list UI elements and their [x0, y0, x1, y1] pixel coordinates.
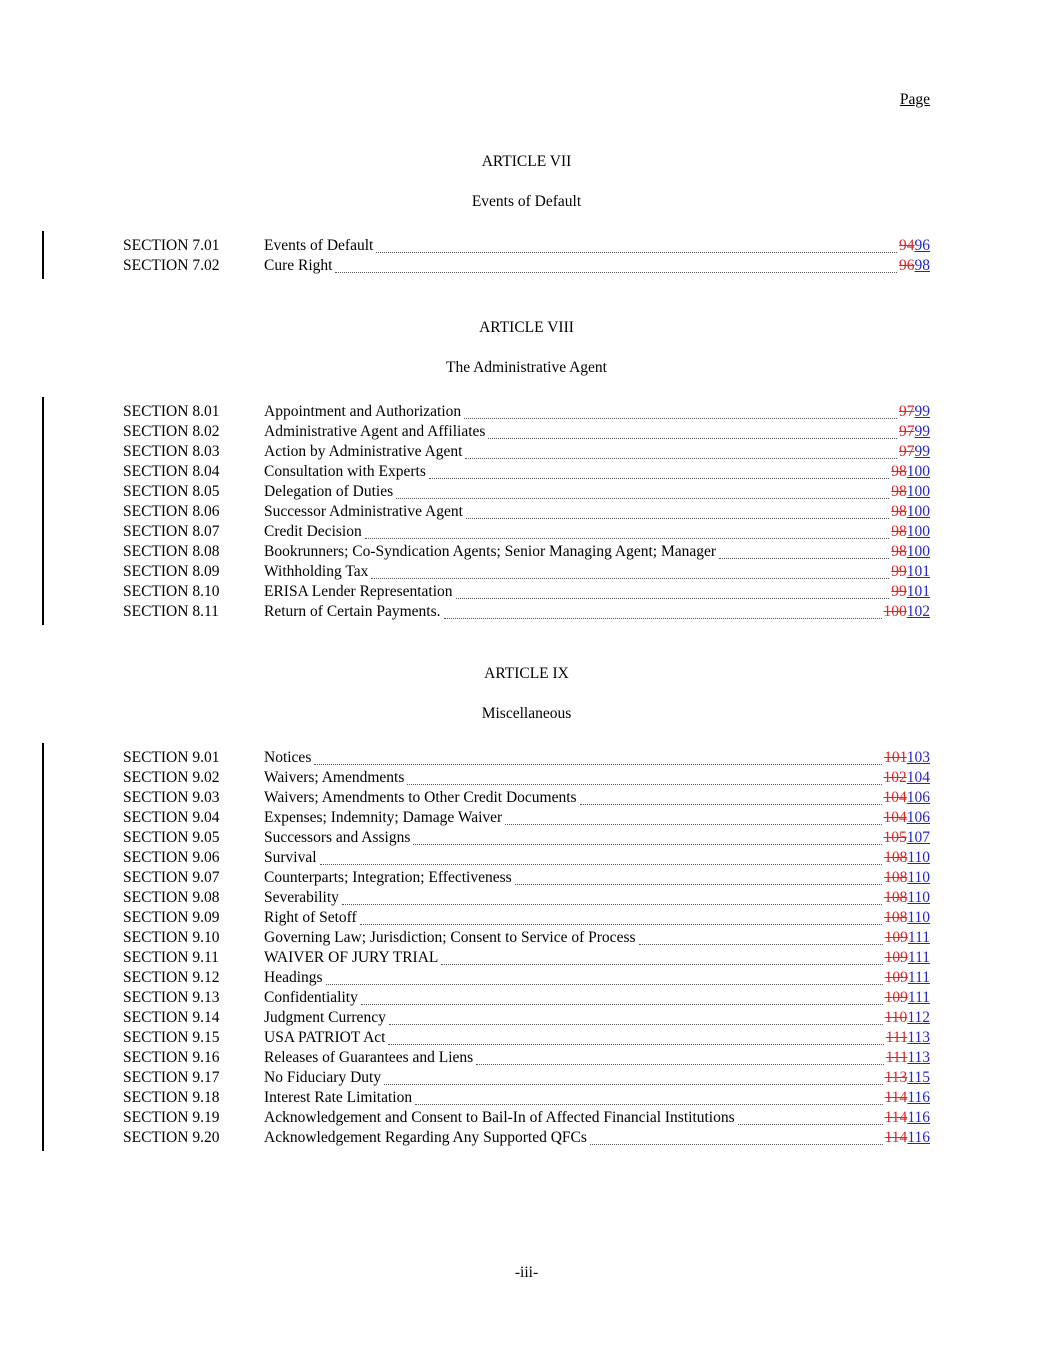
page-numbers — [884, 848, 930, 868]
page-number-deleted: 98 — [891, 523, 907, 540]
section-number: SECTION 8.01 — [123, 403, 220, 420]
page-number-inserted: 116 — [907, 1129, 930, 1146]
section-number: SECTION 9.10 — [123, 929, 220, 946]
article-block — [123, 318, 930, 622]
page-number-inserted: 106 — [906, 809, 930, 826]
toc-row — [123, 1088, 930, 1108]
dot-leader — [335, 259, 897, 273]
section-number: SECTION 8.11 — [123, 603, 219, 620]
toc-row — [123, 562, 930, 582]
section-title: Acknowledgement Regarding Any Supported QFCs — [264, 1129, 587, 1146]
section-title: Successor Administrative Agent — [264, 503, 463, 520]
page-number-deleted: 108 — [884, 909, 908, 926]
toc-row — [123, 256, 930, 276]
page-numbers — [891, 522, 930, 542]
section-number: SECTION 9.14 — [123, 1009, 220, 1026]
page-number-deleted: 96 — [899, 257, 915, 274]
section-title: Credit Decision — [264, 523, 362, 540]
page-numbers — [884, 868, 930, 888]
section-title: Cure Right — [264, 257, 333, 274]
toc-row — [123, 768, 930, 788]
page-number-inserted: 110 — [907, 849, 930, 866]
dot-leader — [314, 751, 882, 765]
page-number-inserted: 100 — [906, 503, 930, 520]
toc-row — [123, 968, 930, 988]
toc-row — [123, 462, 930, 482]
dot-leader — [365, 525, 890, 539]
page-number-inserted: 99 — [914, 423, 930, 440]
section-number: SECTION 8.09 — [123, 563, 220, 580]
section-number: SECTION 9.08 — [123, 889, 220, 906]
page-number-deleted: 104 — [883, 809, 907, 826]
page-numbers — [891, 502, 930, 522]
section-number: SECTION 9.13 — [123, 989, 220, 1006]
section-number: SECTION 9.07 — [123, 869, 220, 886]
section-number: SECTION 9.15 — [123, 1029, 220, 1046]
page-numbers — [886, 1048, 930, 1068]
page-number-inserted: 100 — [906, 463, 930, 480]
article-subtitle: Miscellaneous — [481, 705, 572, 722]
dot-leader — [515, 871, 882, 885]
page-number-deleted: 109 — [884, 929, 908, 946]
page-number-inserted: 96 — [914, 237, 930, 254]
toc-row — [123, 848, 930, 868]
page-number-inserted: 103 — [906, 749, 930, 766]
section-title: Successors and Assigns — [264, 829, 411, 846]
section-number: SECTION 8.06 — [123, 503, 220, 520]
page-numbers — [891, 562, 930, 582]
page-number-deleted: 97 — [899, 403, 915, 420]
toc-row — [123, 988, 930, 1008]
page-number-deleted: 101 — [884, 749, 907, 766]
dot-leader — [342, 891, 882, 905]
page-number-deleted: 113 — [884, 1069, 908, 1086]
section-title: Administrative Agent and Affiliates — [264, 423, 486, 440]
page-number-inserted: 116 — [907, 1089, 930, 1106]
section-title: Expenses; Indemnity; Damage Waiver — [264, 809, 503, 826]
page-number-deleted: 114 — [884, 1089, 908, 1106]
article-title: ARTICLE IX — [484, 665, 569, 682]
page-number-inserted: 101 — [906, 583, 930, 600]
page-number-deleted: 104 — [883, 789, 907, 806]
section-number: SECTION 9.01 — [123, 749, 220, 766]
page-numbers — [884, 908, 930, 928]
dot-leader — [407, 771, 881, 785]
page-number-deleted: 100 — [883, 603, 907, 620]
section-list — [123, 236, 930, 276]
section-title: Notices — [264, 749, 312, 766]
page-number-inserted: 102 — [906, 603, 930, 620]
page-numbers — [899, 402, 930, 422]
dot-leader — [505, 811, 881, 825]
toc-row — [123, 236, 930, 256]
toc-row — [123, 1028, 930, 1048]
page-number-deleted: 97 — [899, 423, 915, 440]
page-number-deleted: 108 — [884, 889, 908, 906]
page-number-deleted: 102 — [883, 769, 907, 786]
page-number-deleted: 105 — [883, 829, 907, 846]
page-numbers — [891, 482, 930, 502]
page-numbers — [885, 1088, 930, 1108]
section-title: Return of Certain Payments. — [264, 603, 441, 620]
section-title: WAIVER OF JURY TRIAL — [264, 949, 439, 966]
page-number-deleted: 110 — [884, 1009, 908, 1026]
article-title: ARTICLE VII — [481, 153, 572, 170]
page-number-inserted: 104 — [906, 769, 930, 786]
article-subtitle: The Administrative Agent — [445, 359, 607, 376]
page-number-deleted: 94 — [899, 237, 915, 254]
page-number-deleted: 109 — [884, 949, 908, 966]
dot-leader — [388, 1031, 883, 1045]
page-numbers — [884, 808, 931, 828]
page-numbers — [899, 422, 930, 442]
section-title: Confidentiality — [264, 989, 358, 1006]
page-number-deleted: 109 — [884, 989, 908, 1006]
page-number-inserted: 113 — [907, 1029, 930, 1046]
section-title: Interest Rate Limitation — [264, 1089, 413, 1106]
dot-leader — [326, 971, 883, 985]
page-column-label: Page — [899, 91, 930, 108]
section-number: SECTION 9.19 — [123, 1109, 220, 1126]
page-number-inserted: 98 — [914, 257, 930, 274]
change-bar — [42, 397, 44, 625]
page-numbers — [891, 542, 930, 562]
dot-leader — [488, 425, 897, 439]
section-list — [123, 748, 930, 1148]
section-title: Releases of Guarantees and Liens — [264, 1049, 474, 1066]
page-numbers — [884, 788, 931, 808]
page-number-inserted: 101 — [906, 563, 930, 580]
page-number-deleted: 98 — [891, 483, 907, 500]
section-number: SECTION 9.11 — [123, 949, 219, 966]
page-number-inserted: 110 — [907, 889, 930, 906]
page-number-inserted: 106 — [906, 789, 930, 806]
section-title: Waivers; Amendments to Other Credit Documents — [264, 789, 577, 806]
toc-row — [123, 602, 930, 622]
dot-leader — [465, 445, 897, 459]
page-number-deleted: 97 — [899, 443, 915, 460]
page-number-inserted: 100 — [906, 483, 930, 500]
dot-leader — [476, 1051, 884, 1065]
page-numbers — [885, 1068, 930, 1088]
page-number-deleted: 99 — [891, 583, 907, 600]
page-number-inserted: 111 — [907, 929, 930, 946]
section-title: Severability — [264, 889, 339, 906]
page-number-deleted: 111 — [885, 1049, 908, 1066]
dot-leader — [456, 585, 890, 599]
section-number: SECTION 9.17 — [123, 1069, 220, 1086]
section-title: Delegation of Duties — [264, 483, 394, 500]
page-number-inserted: 110 — [907, 909, 930, 926]
page-number-deleted: 108 — [884, 869, 908, 886]
page-numbers — [885, 928, 930, 948]
section-title: Appointment and Authorization — [264, 403, 462, 420]
section-number: SECTION 8.10 — [123, 583, 220, 600]
dot-leader — [464, 405, 897, 419]
page-numbers — [885, 948, 930, 968]
page-numbers — [899, 442, 930, 462]
section-list — [123, 402, 930, 622]
dot-leader — [371, 565, 889, 579]
dot-leader — [396, 485, 889, 499]
section-number: SECTION 8.03 — [123, 443, 220, 460]
dot-leader — [389, 1011, 883, 1025]
page-number-inserted: 111 — [907, 969, 930, 986]
section-number: SECTION 9.02 — [123, 769, 220, 786]
page-number-inserted: 111 — [907, 989, 930, 1006]
section-number: SECTION 9.18 — [123, 1089, 220, 1106]
section-title: Judgment Currency — [264, 1009, 386, 1026]
toc-row — [123, 522, 930, 542]
section-title: No Fiduciary Duty — [264, 1069, 382, 1086]
toc-row — [123, 868, 930, 888]
dot-leader — [580, 791, 882, 805]
page-numbers — [885, 1008, 930, 1028]
page-number-deleted: 99 — [891, 563, 907, 580]
dot-leader — [444, 605, 882, 619]
change-bar — [42, 743, 44, 1151]
article-block — [123, 152, 930, 276]
toc-row — [123, 1068, 930, 1088]
section-title: Consultation with Experts — [264, 463, 426, 480]
toc-row — [123, 1048, 930, 1068]
toc-row — [123, 502, 930, 522]
table-of-contents — [123, 152, 930, 1148]
toc-row — [123, 1008, 930, 1028]
section-number: SECTION 7.01 — [123, 237, 220, 254]
page-number-inserted: 113 — [907, 1049, 930, 1066]
page-number-inserted: 99 — [914, 403, 930, 420]
page-number-deleted: 114 — [884, 1109, 908, 1126]
section-number: SECTION 9.16 — [123, 1049, 220, 1066]
toc-row — [123, 542, 930, 562]
section-number: SECTION 8.05 — [123, 483, 220, 500]
page-number-inserted: 99 — [914, 443, 930, 460]
dot-leader — [413, 831, 881, 845]
page-numbers — [899, 236, 930, 256]
page-number-deleted: 98 — [891, 543, 907, 560]
section-number: SECTION 9.20 — [123, 1129, 220, 1146]
page-numbers — [885, 988, 930, 1008]
section-number: SECTION 9.09 — [123, 909, 220, 926]
section-title: Waivers; Amendments — [264, 769, 405, 786]
page-number-deleted: 114 — [884, 1129, 908, 1146]
dot-leader — [429, 465, 889, 479]
article-subtitle: Events of Default — [471, 193, 582, 210]
section-number: SECTION 8.04 — [123, 463, 220, 480]
section-title: Action by Administrative Agent — [264, 443, 463, 460]
page-number-inserted: 110 — [907, 869, 930, 886]
section-number: SECTION 8.07 — [123, 523, 220, 540]
toc-row — [123, 748, 930, 768]
section-number: SECTION 9.06 — [123, 849, 220, 866]
section-number: SECTION 8.02 — [123, 423, 220, 440]
page-footer — [123, 1263, 930, 1283]
section-number: SECTION 9.05 — [123, 829, 220, 846]
toc-row — [123, 888, 930, 908]
section-title: Right of Setoff — [264, 909, 357, 926]
toc-row — [123, 808, 930, 828]
page-numbers — [884, 768, 931, 788]
toc-row — [123, 402, 930, 422]
toc-row — [123, 482, 930, 502]
section-title: Governing Law; Jurisdiction; Consent to Service of Process — [264, 929, 636, 946]
section-title: Acknowledgement and Consent to Bail-In of Affected Financial Institutions — [264, 1109, 735, 1126]
page-number-inserted: 116 — [907, 1109, 930, 1126]
section-title: USA PATRIOT Act — [264, 1029, 386, 1046]
page-number-deleted: 98 — [891, 463, 907, 480]
page-number-inserted: 111 — [907, 949, 930, 966]
toc-row — [123, 582, 930, 602]
page-numbers — [884, 602, 931, 622]
toc-row — [123, 948, 930, 968]
article-title: ARTICLE VIII — [479, 319, 574, 336]
section-title: Survival — [264, 849, 317, 866]
article-block — [123, 664, 930, 1148]
page-number-inserted: 107 — [906, 829, 930, 846]
section-number: SECTION 9.04 — [123, 809, 220, 826]
section-number: SECTION 8.08 — [123, 543, 220, 560]
page-number-deleted: 98 — [891, 503, 907, 520]
toc-row — [123, 442, 930, 462]
dot-leader — [719, 545, 889, 559]
page-number-deleted: 111 — [885, 1029, 908, 1046]
page-content — [123, 90, 930, 1148]
section-title: Headings — [264, 969, 323, 986]
page-numbers — [891, 582, 930, 602]
section-title: Bookrunners; Co-Syndication Agents; Senior Managing Agent; Manager — [264, 543, 717, 560]
dot-leader — [320, 851, 883, 865]
page-number-deleted: 108 — [884, 849, 908, 866]
section-title: ERISA Lender Representation — [264, 583, 453, 600]
section-number: SECTION 9.03 — [123, 789, 220, 806]
page-numbers — [885, 1108, 930, 1128]
toc-row — [123, 828, 930, 848]
dot-leader — [639, 931, 883, 945]
dot-leader — [590, 1131, 883, 1145]
toc-row — [123, 928, 930, 948]
page-numbers — [885, 968, 930, 988]
toc-row — [123, 422, 930, 442]
dot-leader — [738, 1111, 883, 1125]
dot-leader — [360, 911, 882, 925]
page-numbers — [884, 888, 930, 908]
change-bar — [42, 231, 44, 279]
page-numbers — [891, 462, 930, 482]
page-numbers — [885, 1128, 930, 1148]
page-number-inserted: 100 — [906, 543, 930, 560]
page-number-inserted: 112 — [907, 1009, 930, 1026]
dot-leader — [376, 239, 897, 253]
dot-leader — [441, 951, 882, 965]
page-numbers — [884, 828, 931, 848]
page-number-inserted: 115 — [907, 1069, 930, 1086]
dot-leader — [415, 1091, 883, 1105]
page-column-header — [123, 90, 930, 110]
toc-row — [123, 1108, 930, 1128]
section-title: Events of Default — [264, 237, 374, 254]
page-numbers — [884, 748, 930, 768]
dot-leader — [466, 505, 889, 519]
page-numbers — [886, 1028, 930, 1048]
dot-leader — [384, 1071, 883, 1085]
section-title: Withholding Tax — [264, 563, 369, 580]
section-number: SECTION 7.02 — [123, 257, 220, 274]
toc-row — [123, 1128, 930, 1148]
section-title: Counterparts; Integration; Effectiveness — [264, 869, 512, 886]
dot-leader — [361, 991, 883, 1005]
page-number-footer: -iii- — [514, 1264, 539, 1281]
toc-row — [123, 908, 930, 928]
page-number-deleted: 109 — [884, 969, 908, 986]
toc-row — [123, 788, 930, 808]
page-number-inserted: 100 — [906, 523, 930, 540]
page-numbers — [899, 256, 930, 276]
section-number: SECTION 9.12 — [123, 969, 220, 986]
